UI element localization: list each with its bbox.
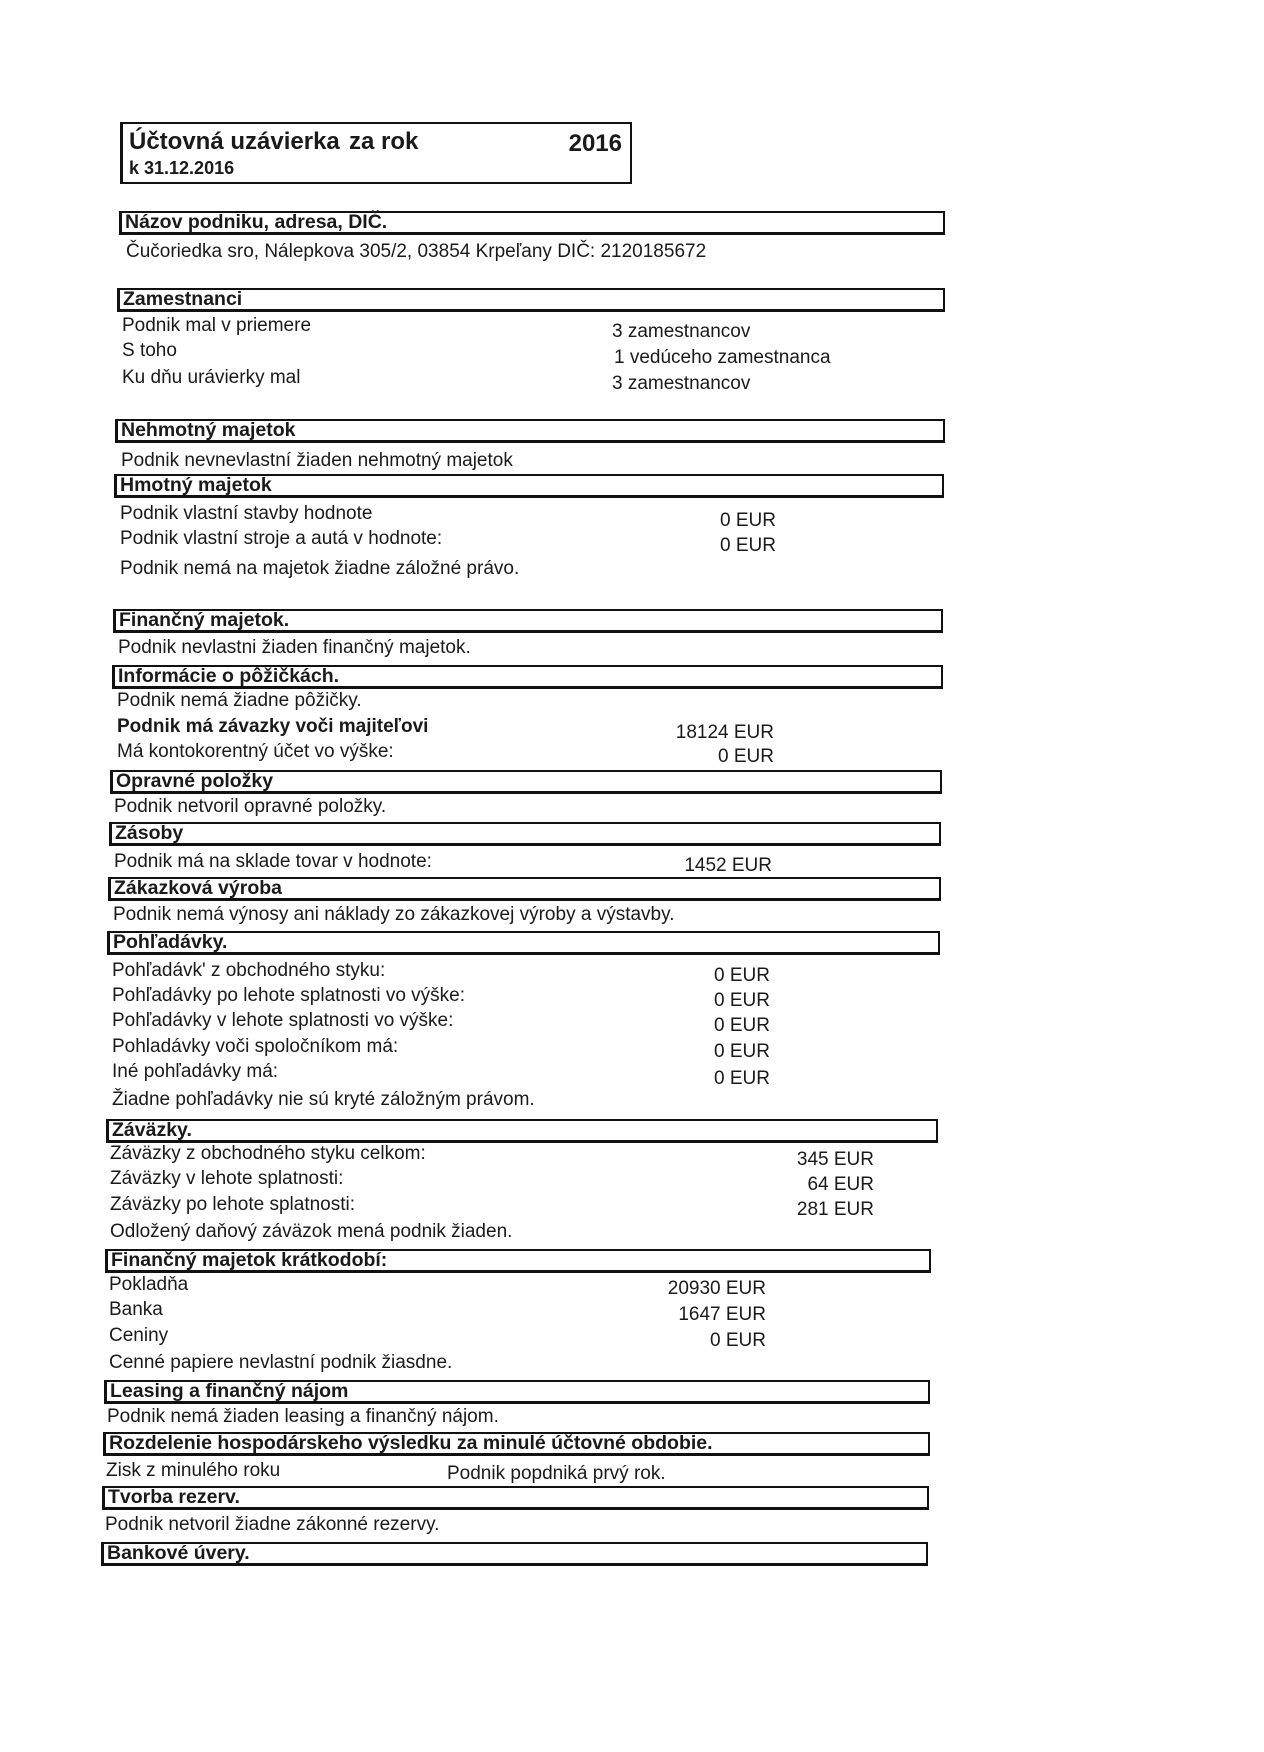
leasing-text: Podnik nemá žiaden leasing a finančný nájom. (107, 1406, 499, 1427)
section-financial-heading: Finančný majetok. (119, 609, 290, 631)
distribution-label: Zisk z minulého roku (106, 1460, 281, 1481)
employees-row-label: Podnik mal v priemere (122, 315, 312, 336)
section-leasing (104, 1380, 930, 1404)
document-title: Účtovná uzávierka (129, 128, 340, 155)
section-employees-heading: Zamestnanci (123, 288, 243, 310)
employees-row-label: Ku dňu urávierky mal (122, 367, 301, 388)
stock-label: Podnik má na sklade tovar v hodnote: (114, 851, 432, 872)
short-term-row-label: Ceniny (109, 1325, 169, 1346)
loans-overdraft-value: 0 EUR (718, 746, 774, 767)
section-receivables (107, 931, 940, 955)
section-employees (117, 288, 945, 312)
company-line: Čučoriedka sro, Nálepkova 305/2, 03854 Krpeľany DIČ: 2120185672 (126, 241, 707, 262)
short-term-row-value: 20930 EUR (667, 1278, 766, 1299)
section-bank-loans-heading: Bankové úvery. (107, 1542, 250, 1564)
distribution-value: Podnik popdniká prvý rok. (447, 1463, 666, 1484)
section-loans (112, 665, 943, 689)
reserves-text: Podnik netvoril žiadne zákonné rezervy. (105, 1514, 440, 1535)
section-liabilities-heading: Záväzky. (112, 1119, 192, 1141)
loans-owner-value: 18124 EUR (675, 722, 774, 743)
receivables-note: Žiadne pohľadávky nie sú kryté záložným právom. (112, 1089, 535, 1110)
intangible-text: Podnik nevnevlastní žiaden nehmotný majetok (121, 450, 513, 471)
section-loans-heading: Informácie o pôžičkách. (118, 665, 340, 687)
section-corrections (110, 770, 942, 794)
section-company-heading: Názov podniku, adresa, DIČ. (125, 211, 388, 233)
tangible-row-label: Podnik vlastní stavby hodnote (120, 503, 373, 524)
tangible-row-label: Podnik vlastní stroje a autá v hodnote: (120, 528, 443, 549)
liabilities-row-label: Záväzky z obchodného styku celkom: (110, 1143, 426, 1164)
section-receivables-heading: Pohľadávky. (113, 931, 228, 953)
section-reserves (102, 1486, 929, 1510)
receivables-row-label: Pohladávky voči spoločníkom má: (112, 1036, 399, 1057)
loans-overdraft-label: Má kontokorentný účet vo výške: (117, 741, 394, 762)
section-corrections-heading: Opravné položky (116, 770, 274, 792)
year-value: 2016 (568, 130, 622, 157)
section-distribution-heading: Rozdelenie hospodárskeho výsledku za minulé účtovné obdobie. (109, 1432, 713, 1454)
section-reserves-heading: Tvorba rezerv. (108, 1486, 240, 1508)
tangible-note: Podnik nemá na majetok žiadne záložné právo. (120, 558, 520, 579)
receivables-row-value: 0 EUR (714, 1041, 770, 1062)
stock-value: 1452 EUR (684, 855, 772, 876)
section-intangible-heading: Nehmotný majetok (121, 419, 296, 441)
section-contract (108, 877, 941, 901)
liabilities-row-value: 281 EUR (796, 1199, 874, 1220)
contract-text: Podnik nemá výnosy ani náklady zo zákazkovej výroby a výstavby. (113, 904, 675, 925)
employees-row-value: 1 vedúceho zamestnanca (614, 347, 831, 368)
section-company (119, 211, 945, 235)
loans-owner-label: Podnik má závazky voči majiteľovi (117, 716, 429, 737)
section-tangible-heading: Hmotný majetok (120, 474, 272, 496)
receivables-row-value: 0 EUR (714, 1068, 770, 1089)
short-term-row-label: Banka (109, 1299, 163, 1320)
employees-row-value: 3 zamestnancov (612, 373, 751, 394)
closing-date: k 31.12.2016 (129, 158, 235, 178)
section-financial (113, 609, 943, 633)
section-stock (109, 822, 941, 846)
employees-row-value: 3 zamestnancov (612, 321, 751, 342)
receivables-row-label: Pohľadávk' z obchodného styku: (112, 960, 386, 981)
receivables-row-value: 0 EUR (714, 990, 770, 1011)
section-liabilities (106, 1119, 938, 1143)
short-term-note: Cenné papiere nevlastní podnik žiasdne. (109, 1352, 453, 1373)
liabilities-row-label: Záväzky v lehote splatnosti: (110, 1168, 344, 1189)
section-contract-heading: Zákazková výroba (114, 877, 283, 899)
short-term-row-label: Pokladňa (109, 1274, 189, 1295)
financial-text: Podnik nevlastni žiaden finančný majetok. (118, 637, 471, 658)
loans-text: Podnik nemá žiadne pôžičky. (117, 690, 362, 711)
section-short-term-heading: Finančný majetok krátkodobí: (111, 1249, 388, 1271)
section-distribution (103, 1432, 930, 1456)
short-term-row-value: 1647 EUR (678, 1304, 766, 1325)
receivables-row-label: Iné pohľadávky má: (112, 1061, 279, 1082)
receivables-row-label: Pohľadávky po lehote splatnosti vo výške: (112, 985, 466, 1006)
section-intangible (115, 419, 945, 443)
section-stock-heading: Zásoby (115, 822, 184, 844)
section-tangible (114, 474, 944, 498)
receivables-row-value: 0 EUR (714, 1015, 770, 1036)
title-box (120, 122, 632, 184)
liabilities-note: Odložený daňový záväzok mená podnik žiaden. (110, 1221, 513, 1242)
section-leasing-heading: Leasing a finančný nájom (110, 1380, 349, 1402)
tangible-row-value: 0 EUR (720, 510, 776, 531)
tangible-row-value: 0 EUR (720, 535, 776, 556)
receivables-row-value: 0 EUR (714, 965, 770, 986)
short-term-row-value: 0 EUR (710, 1330, 766, 1351)
employees-row-label: S toho (122, 340, 177, 361)
corrections-text: Podnik netvoril opravné položky. (114, 796, 387, 817)
section-short-term (105, 1249, 931, 1273)
liabilities-row-value: 64 EUR (807, 1174, 874, 1195)
liabilities-row-label: Záväzky po lehote splatnosti: (110, 1194, 356, 1215)
za-rok-label: za rok (349, 128, 419, 155)
section-bank-loans (101, 1542, 928, 1566)
liabilities-row-value: 345 EUR (796, 1149, 874, 1170)
receivables-row-label: Pohľadávky v lehote splatnosti vo výške: (112, 1010, 454, 1031)
